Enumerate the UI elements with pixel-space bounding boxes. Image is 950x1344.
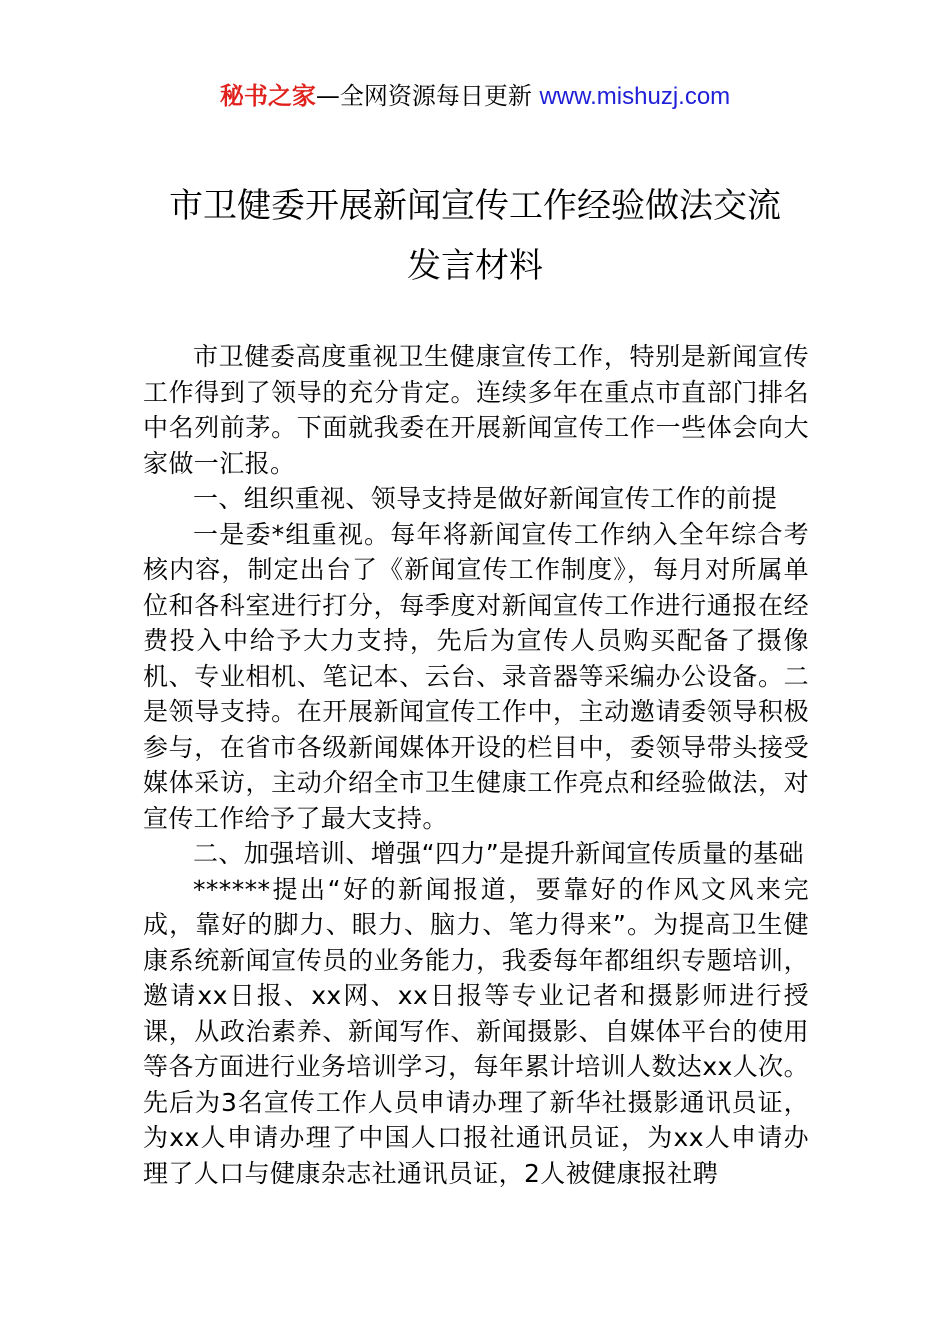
site-tagline: 全网资源每日更新 [339, 82, 532, 110]
site-brand: 秘书之家 [219, 82, 316, 110]
section-heading-1: 一、组织重视、领导支持是做好新闻宣传工作的前提 [193, 484, 778, 513]
intro-paragraph: 市卫健委高度重视卫生健康宣传工作，特别是新闻宣传工作得到了领导的充分肯定。连续多年在重点市直部门排名中名列前茅。下面就我委在开展新闻宣传工作一些体会向大家做一汇报。 [143, 342, 809, 478]
document-body [143, 339, 809, 1191]
document-title [0, 176, 950, 296]
site-header [0, 80, 950, 113]
section-heading-2: 二、加强培训、增强“四力”是提升新闻宣传质量的基础 [193, 839, 804, 868]
title-line-1: 市卫健委开展新闻宣传工作经验做法交流 [169, 186, 781, 226]
title-line-2: 发言材料 [407, 246, 543, 286]
header-separator: — [315, 82, 340, 110]
site-url-link[interactable]: www.mishuzj.com [539, 83, 731, 110]
body-paragraph: 一是委*组重视。每年将新闻宣传工作纳入全年综合考核内容，制定出台了《新闻宣传工作制度》，每月对所属单位和各科室进行打分，每季度对新闻宣传工作进行通报在经费投入中给予大力支持，先后为宣传人员购买配备了摄像机、专业相机、笔记本、云台、录音器等采编办公设备。二是领导支持。在开展新闻宣传工作中，主动邀请委领导积极参与，在省市各级新闻媒体开设的栏目中，委领导带头接受媒体采访，主动介绍全市卫生健康工作亮点和经验做法，对宣传工作给予了最大支持。 [143, 519, 809, 833]
body-paragraph: ******提出“好的新闻报道，要靠好的作风文风来完成，靠好的脚力、眼力、脑力、笔力得来”。为提高卫生健康系统新闻宣传员的业务能力，我委每年都组织专题培训，邀请xx日报、xx网、xx日报等专业记者和摄影师进行授课，从政治素养、新闻写作、新闻摄影、自媒体平台的使用等各方面进行业务培训学习，每年累计培训人数达xx人次。先后为3名宣传工作人员申请办理了新华社摄影通讯员证，为xx人申请办理了中国人口报社通讯员证，为xx人申请办理了人口与健康杂志社通讯员证，2人被健康报社聘 [143, 874, 809, 1188]
